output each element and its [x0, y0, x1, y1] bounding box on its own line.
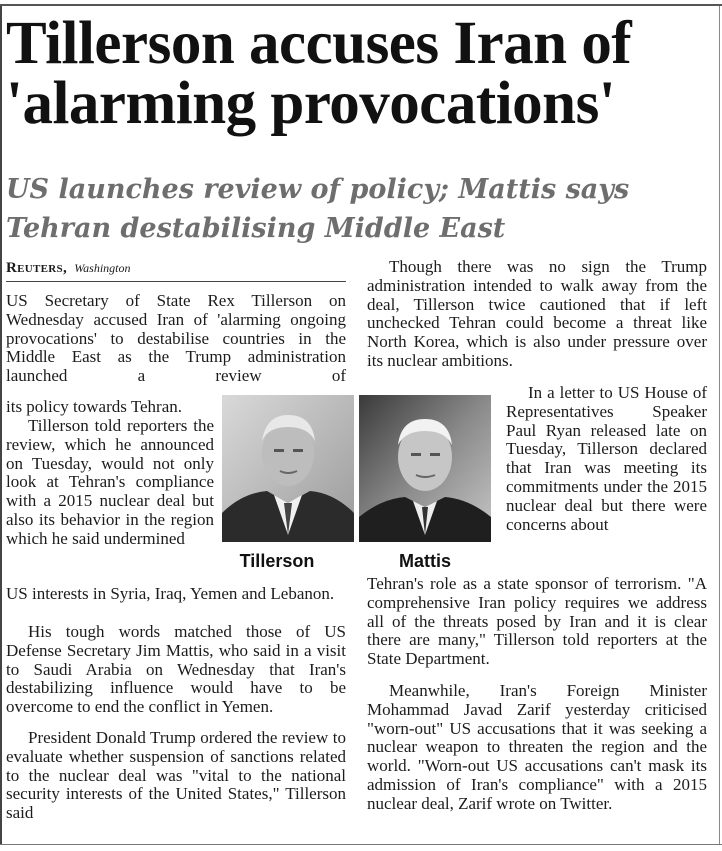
left-rule — [0, 6, 2, 844]
col1-paragraph-1: US Secretary of State Rex Tillerson on Wednesday accused Iran of 'alarming ongoing provocations' to destabilise countries in the Middle East as the Trump administration launched a review of — [6, 291, 346, 386]
col1-paragraph-1-tail: its policy towards Tehran. — [6, 397, 183, 416]
byline — [6, 259, 346, 282]
portrait-icon — [222, 395, 354, 542]
tillerson-caption: Tillerson — [239, 551, 315, 571]
col2-paragraph-3: Meanwhile, Iran's Foreign Minister Mohammad Javad Zarif yesterday criticised "worn-out" US accusations that it was seeking a nuclear weapon to threaten the region and the world. "Worn-out US accusations can't mask its admission of Iran's compliance" with a 2015 nuclear deal, Zarif wrote on Twitter. — [367, 681, 707, 813]
col1-paragraph-4: President Donald Trump ordered the review to evaluate whether suspension of sanctions related to the nuclear deal was "vital to the national security interests of the United States," Tillerson said — [6, 728, 346, 823]
portrait-icon — [359, 395, 491, 542]
col1-paragraph-3: His tough words matched those of US Defense Secretary Jim Mattis, who said in a visit to Saudi Arabia on Wednesday that Iran's destabilizing influence would have to be overcome to end the conflict in Yemen. — [6, 622, 346, 717]
mattis-photo — [359, 395, 491, 542]
right-rule — [719, 6, 720, 844]
subheadline: US launches review of policy; Mattis says Tehran destabilising Middle East — [6, 174, 630, 244]
tillerson-photo — [222, 395, 354, 542]
col2-paragraph-2: In a letter to US House of Representatives Speaker Paul Ryan released late on Tuesday, Tillerson declared that Iran was meeting its commitments under the 2015 nuclear deal but there were concerns about — [506, 383, 707, 534]
byline-dateline: Washington — [74, 261, 131, 275]
col1-paragraph-2-continued: US interests in Syria, Iraq, Yemen and Lebanon. — [6, 584, 335, 603]
byline-agency: Reuters, — [6, 260, 67, 276]
headline: Tillerson accuses Iran of 'alarming provocations' — [6, 10, 632, 137]
bottom-rule — [0, 844, 722, 845]
col1-paragraph-2: Tillerson told reporters the review, which he announced on Tuesday, would not only look at Tehran's compliance with a 2015 nuclear deal but also its behavior in the region which he said undermined — [6, 416, 214, 548]
top-rule — [0, 4, 722, 6]
mattis-caption: Mattis — [398, 551, 451, 571]
col2-paragraph-2-continued: Tehran's role as a state sponsor of terrorism. "A comprehensive Iran policy requires we address all of the threats posed by Iran and it is clear there are many," Tillerson told reporters at the State Department. — [367, 574, 707, 669]
col2-paragraph-1: Though there was no sign the Trump administration intended to walk away from the deal, Tillerson twice cautioned that if left unchecked Tehran could become a threat like North Korea, which is also under pressure over its nuclear ambitions. — [367, 257, 707, 370]
